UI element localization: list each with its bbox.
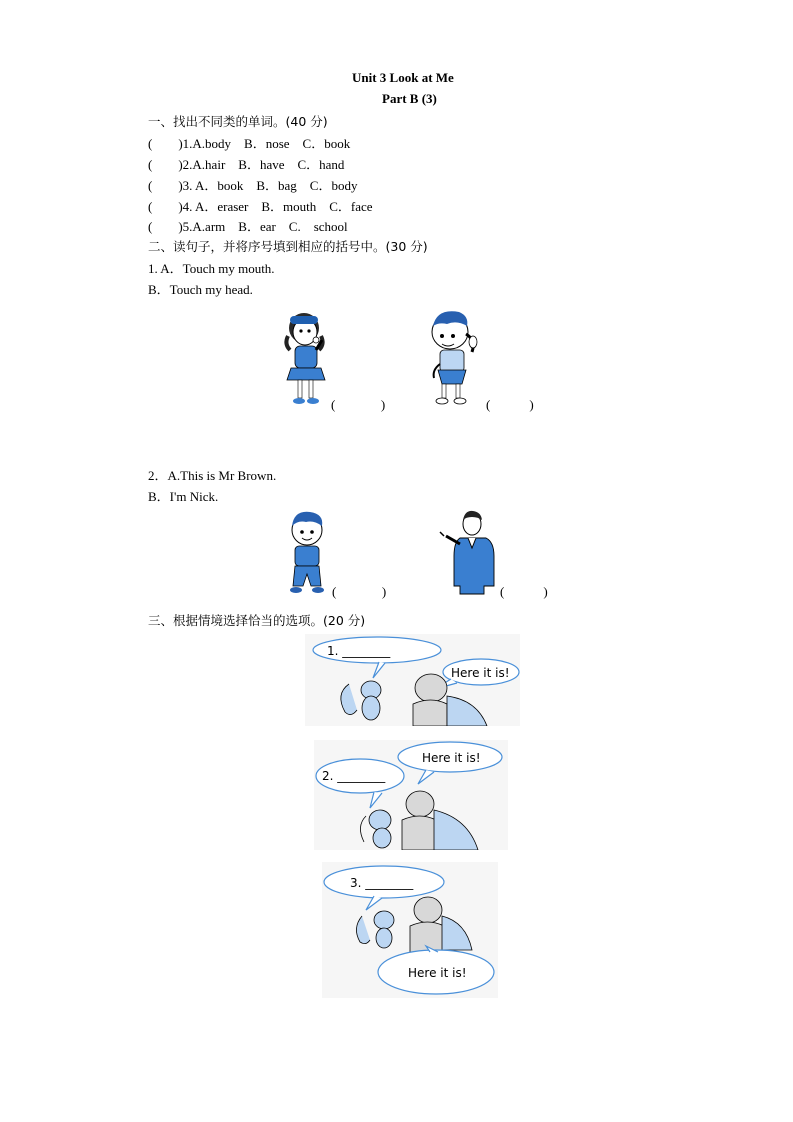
list-item — [148, 175, 357, 194]
boy-touching-head-image — [420, 306, 488, 408]
list-item — [148, 154, 344, 173]
girl-touching-mouth-image — [280, 302, 332, 408]
answer-bracket[interactable]: ( ) — [486, 397, 534, 412]
question-text: 5.A.arm B．ear C. school — [182, 219, 348, 234]
comic-panel-2 — [314, 740, 508, 850]
question-text: 1.A.body B．nose C．book — [182, 136, 351, 151]
sentence-a: 1. A．Touch my mouth. — [148, 261, 275, 276]
section2-heading: 二、读句子，并将序号填到相应的括号中。(30 分) — [148, 239, 428, 254]
boy-nick-image — [284, 510, 330, 596]
list-item — [148, 216, 348, 235]
bubble-reply: Here it is! — [422, 751, 481, 765]
answer-bracket[interactable]: ( ) — [148, 157, 183, 172]
sentence-a: 2．A.This is Mr Brown. — [148, 468, 277, 483]
bubble-prompt[interactable]: 3. ________ — [350, 876, 414, 890]
part-title: Part B (3) — [382, 91, 437, 106]
unit-title: Unit 3 Look at Me — [352, 70, 454, 85]
comic-panel-3 — [322, 862, 498, 998]
bubble-prompt[interactable]: 1. ________ — [327, 644, 391, 658]
bubble-reply: Here it is! — [408, 966, 467, 980]
list-item — [148, 196, 373, 215]
question-text: 2.A.hair B．have C．hand — [182, 157, 345, 172]
answer-bracket[interactable]: ( ) — [148, 136, 183, 151]
section1-heading: 一、找出不同类的单词。(40 分) — [148, 114, 328, 129]
answer-bracket[interactable]: ( ) — [148, 178, 183, 193]
bubble-prompt[interactable]: 2. ________ — [322, 769, 386, 783]
question-text: 4. A．eraser B．mouth C．face — [182, 199, 373, 214]
answer-bracket[interactable]: ( ) — [331, 397, 386, 412]
man-mr-brown-image — [438, 510, 498, 598]
sentence-b: B．Touch my head. — [148, 282, 253, 297]
list-item — [148, 133, 350, 152]
section3-heading: 三、根据情境选择恰当的选项。(20 分) — [148, 613, 366, 628]
bubble-reply: Here it is! — [451, 666, 510, 680]
question-text: 3. A．book B．bag C．body — [182, 178, 358, 193]
sentence-b: B．I'm Nick. — [148, 489, 219, 504]
answer-bracket[interactable]: ( ) — [148, 219, 183, 234]
answer-bracket[interactable]: ( ) — [148, 199, 183, 214]
answer-bracket[interactable]: ( ) — [500, 584, 548, 599]
answer-bracket[interactable]: ( ) — [332, 584, 387, 599]
comic-panel-1 — [305, 634, 520, 726]
